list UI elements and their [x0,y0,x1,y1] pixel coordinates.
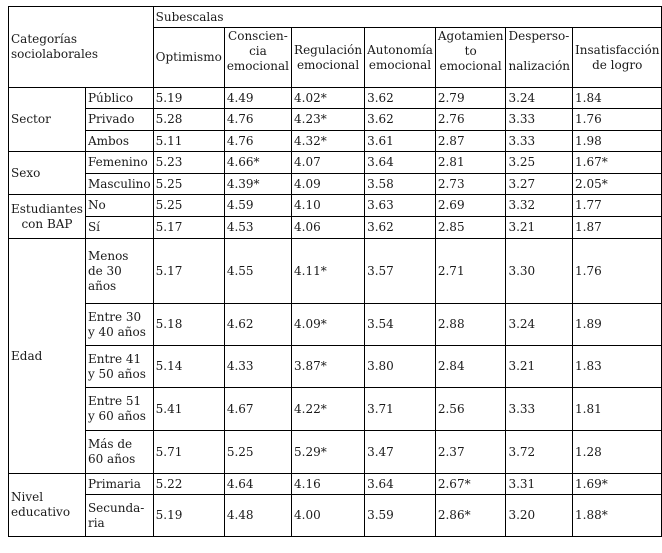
value-cell: 1.76 [573,109,662,131]
column-header-line: Agotamien [437,29,504,43]
value-cell: 3.47 [365,431,436,474]
value-cell: 3.33 [506,109,573,131]
table-row [9,131,662,152]
value-cell: 5.11 [153,131,224,152]
header-categorias: Categorías sociolaborales [9,7,154,88]
table-row [9,495,662,537]
value-cell: 4.76 [224,109,291,131]
value-cell: 4.16 [292,474,365,495]
value-cell: 3.54 [365,304,436,346]
value-cell: 5.23 [153,152,224,174]
value-cell: 4.49 [224,88,291,109]
subcategory-line: Entre 30 [87,309,142,324]
value-cell: 3.64 [365,474,436,495]
subcategory-line: Más de [87,437,133,451]
value-cell: 3.57 [365,239,436,304]
subcategory-label [85,431,153,474]
value-cell: 3.62 [365,109,436,131]
value-cell: 3.33 [506,388,573,431]
subcategory-line: Menos [87,248,129,263]
value-cell: 4.00 [292,495,365,537]
value-cell: 5.41 [153,388,224,431]
table-row [9,304,662,346]
value-cell: 4.33 [224,346,291,388]
column-header [153,28,224,88]
subcategory-label [85,304,153,346]
value-cell: 4.23* [292,109,365,131]
value-cell: 3.24 [506,304,573,346]
value-cell: 2.73 [435,174,506,195]
value-cell: 2.71 [435,239,506,304]
value-cell: 2.79 [435,88,506,109]
value-cell: 2.76 [435,109,506,131]
table-row [9,346,662,388]
subcategory-line: Entre 51 [87,394,142,408]
value-cell: 1.89 [573,304,662,346]
value-cell: 5.17 [153,217,224,239]
subcategory-label [85,388,153,431]
column-header [506,28,573,88]
value-cell: 3.21 [506,346,573,388]
subcategory-label [85,495,153,537]
column-header-line [508,44,570,59]
header-row [9,7,662,28]
table-row [9,431,662,474]
value-cell: 3.59 [365,495,436,537]
data-table [8,6,662,537]
value-cell: 3.58 [365,174,436,195]
column-header [224,28,291,88]
subcategory-line: Secunda- [87,500,145,515]
subcategory-line: y 50 años [87,366,146,381]
column-header-line: emocional [226,59,290,73]
value-cell: 3.21 [506,217,573,239]
table-row [9,109,662,131]
column-header [365,28,436,88]
value-cell: 5.25 [224,431,291,474]
subcategory-label [85,109,153,131]
value-cell: 3.25 [506,152,573,174]
subcategory-line: No [87,198,106,212]
subcategory-line: Entre 41 [87,351,142,366]
table-row [9,195,662,217]
value-cell: 4.64 [224,474,291,495]
subcategory-line: Público [87,90,134,105]
value-cell: 1.84 [573,88,662,109]
value-cell: 5.25 [153,195,224,217]
value-cell: 2.85 [435,217,506,239]
column-header-line: Autonomía [367,42,433,57]
value-cell: 5.19 [153,495,224,537]
value-cell: 2.87 [435,131,506,152]
subcategory-line: Sí [87,220,101,234]
subcategory-label [85,131,153,152]
value-cell: 1.81 [573,388,662,431]
value-cell: 5.14 [153,346,224,388]
subcategory-label [85,239,153,304]
group-label: Estudiantes con BAP [9,195,86,239]
value-cell: 3.24 [506,88,573,109]
value-cell: 5.19 [153,88,224,109]
value-cell: 1.87 [573,217,662,239]
column-header-line: de logro [592,57,643,72]
column-header [292,28,365,88]
value-cell: 2.84 [435,346,506,388]
value-cell: 3.20 [506,495,573,537]
value-cell: 3.71 [365,388,436,431]
value-cell: 1.76 [573,239,662,304]
value-cell: 4.76 [224,131,291,152]
table-body [9,88,662,537]
value-cell: 4.66* [224,152,291,174]
table-row [9,239,662,304]
table-row [9,88,662,109]
subcategory-line: y 40 años [87,324,146,339]
subcategory-label [85,217,153,239]
subcategory-label [85,195,153,217]
value-cell: 2.05* [573,174,662,195]
subcategory-line: Ambos [87,133,130,148]
value-cell: 5.25 [153,174,224,195]
value-cell: 4.09* [292,304,365,346]
subcategory-line: Masculino [87,176,151,191]
value-cell: 3.33 [506,131,573,152]
value-cell: 3.72 [506,431,573,474]
table-row [9,388,662,431]
value-cell: 3.64 [365,152,436,174]
value-cell: 2.88 [435,304,506,346]
column-header [435,28,506,88]
value-cell: 2.86* [435,495,506,537]
value-cell: 3.30 [506,239,573,304]
value-cell: 4.32* [292,131,365,152]
column-header-line: Optimismo [155,50,222,64]
value-cell: 1.83 [573,346,662,388]
subcategory-line: 60 años [87,452,136,466]
value-cell: 4.02* [292,88,365,109]
value-cell: 3.27 [506,174,573,195]
value-cell: 4.22* [292,388,365,431]
subcategory-line: Privado [87,112,135,126]
value-cell: 2.56 [435,388,506,431]
column-header-line: Conscien- [228,29,288,43]
subcategory-label [85,174,153,195]
value-cell: 3.31 [506,474,573,495]
value-cell: 4.07 [292,152,365,174]
subcategory-label [85,346,153,388]
subcategory-line: de 30 [87,263,122,278]
column-header [573,28,662,88]
header-subescalas: Subescalas [153,7,662,28]
value-cell: 2.37 [435,431,506,474]
column-header-line: to [464,44,477,58]
value-cell: 3.62 [365,88,436,109]
value-cell: 1.28 [573,431,662,474]
column-header-line: emocional [368,57,432,72]
value-cell: 1.88* [573,495,662,537]
value-cell: 5.29* [292,431,365,474]
value-cell: 4.59 [224,195,291,217]
value-cell: 1.69* [573,474,662,495]
value-cell: 1.67* [573,152,662,174]
column-header-line: Insatisfacción [575,42,660,57]
value-cell: 3.87* [292,346,365,388]
value-cell: 4.10 [292,195,365,217]
subcategory-label [85,88,153,109]
value-cell: 5.18 [153,304,224,346]
subcategory-line: ria [87,515,105,530]
value-cell: 4.53 [224,217,291,239]
value-cell: 5.17 [153,239,224,304]
value-cell: 4.48 [224,495,291,537]
value-cell: 1.77 [573,195,662,217]
value-cell: 4.06 [292,217,365,239]
group-label: Edad [9,239,86,474]
group-label: Nivel educativo [9,474,86,537]
value-cell: 3.63 [365,195,436,217]
group-label: Sexo [9,152,86,195]
subcategory-line: Femenino [87,155,148,169]
subcategory-line: Primaria [87,476,141,491]
subcategory-line: y 60 años [87,409,146,423]
value-cell: 2.81 [435,152,506,174]
value-cell: 4.09 [292,174,365,195]
value-cell: 4.39* [224,174,291,195]
value-cell: 3.32 [506,195,573,217]
value-cell: 5.28 [153,109,224,131]
value-cell: 4.11* [292,239,365,304]
column-header-line: emocional [296,57,360,72]
value-cell: 3.61 [365,131,436,152]
group-label: Sector [9,88,86,152]
subcategory-label [85,474,153,495]
value-cell: 2.69 [435,195,506,217]
column-header-line: nalización [508,59,571,73]
value-cell: 3.62 [365,217,436,239]
table-row [9,474,662,495]
value-cell: 4.67 [224,388,291,431]
value-cell: 5.22 [153,474,224,495]
subcategory-line: años [87,278,117,293]
value-cell: 5.71 [153,431,224,474]
value-cell: 3.80 [365,346,436,388]
value-cell: 2.67* [435,474,506,495]
table-row [9,174,662,195]
column-header-line: Desperso- [508,29,570,43]
column-header-line: emocional [439,59,502,73]
value-cell: 4.55 [224,239,291,304]
value-cell: 4.62 [224,304,291,346]
table-row [9,152,662,174]
subcategory-label [85,152,153,174]
column-header-line: cia [249,44,267,58]
table-row [9,217,662,239]
value-cell: 1.98 [573,131,662,152]
column-header-line: Regulación [294,42,363,57]
